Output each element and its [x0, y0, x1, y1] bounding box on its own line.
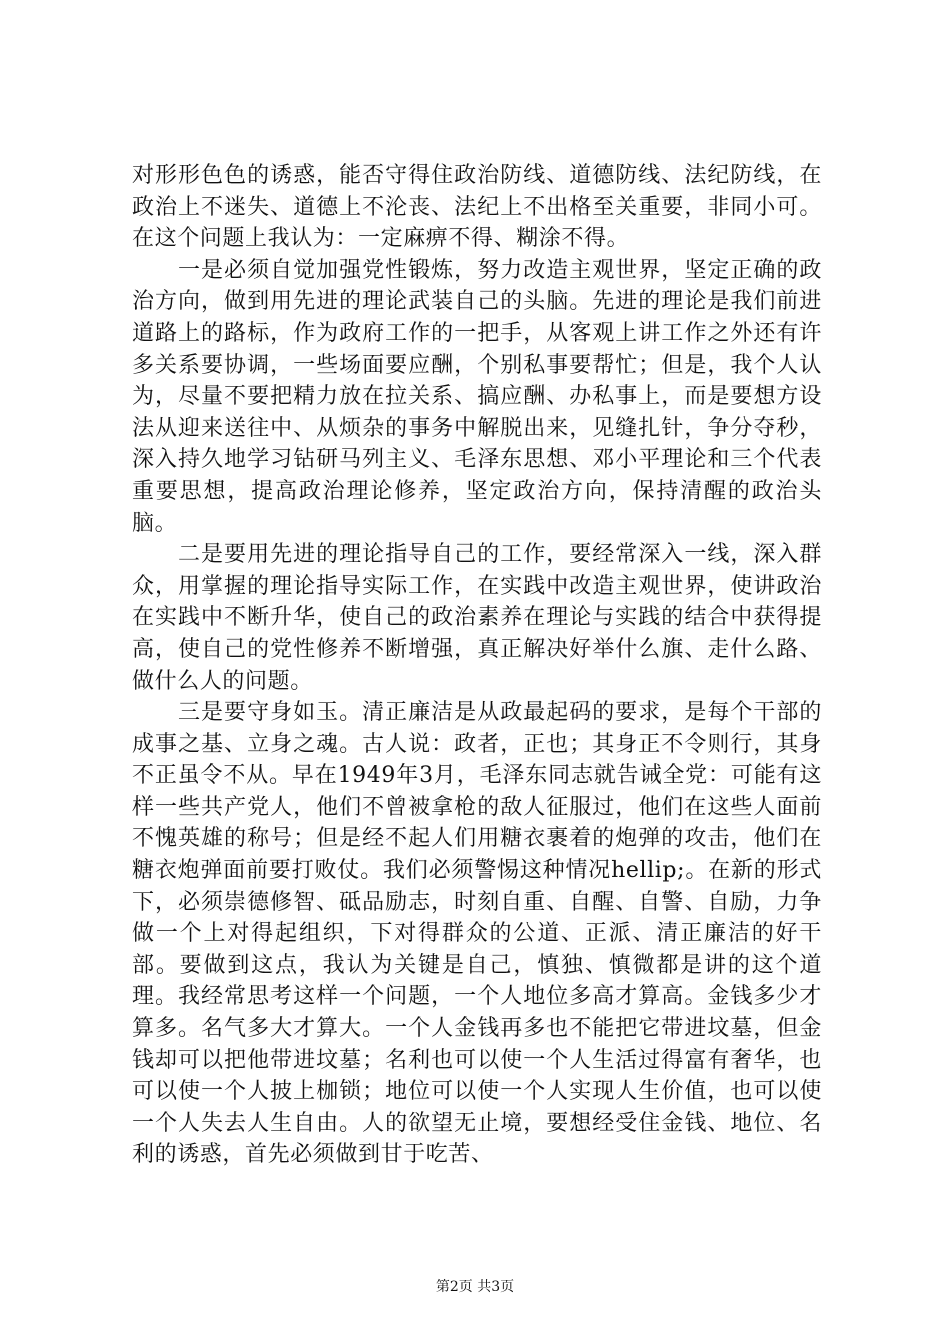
paragraph-continuation: 对形形色色的诱惑，能否守得住政治防线、道德防线、法纪防线，在政治上不迷失、道德上不沦丧、法纪上不出格至关重要，非同小可。在这个问题上我认为：一定麻痹不得、糊涂不得。 [132, 163, 822, 252]
page-footer [0, 1277, 950, 1297]
paragraph-point-three: 三是要守身如玉。清正廉洁是从政最起码的要求，是每个干部的成事之基、立身之魂。古人说：政者，正也；其身正不令则行，其身不正虽令不从。早在1949年3月，毛泽东同志就告诫全党：可能有这样一些共产党人，他们不曾被拿枪的敌人征服过，他们在这些人面前不愧英雄的称号；但是经不起人们用糖衣裹着的炮弹的攻击，他们在糖衣炮弹面前要打败仗。我们必须警惕这种情况hellip;。在新的形式下，必须崇德修智、砥品励志，时刻自重、自醒、自警、自励，力争做一个上对得起组织，下对得群众的公道、正派、清正廉洁的好干部。要做到这点，我认为关键是自己，慎独、慎微都是讲的这个道理。我经常思考这样一个问题，一个人地位多高才算高。金钱多少才算多。名气多大才算大。一个人金钱再多也不能把它带进坟墓，但金钱却可以把他带进坟墓；名利也可以使一个人生活过得富有奢华，也可以使一个人披上枷锁；地位可以使一个人实现人生价值，也可以使一个人失去人生自由。人的欲望无止境，要想经受住金钱、地位、名利的诱惑，首先必须做到甘于吃苦、 [132, 700, 822, 1168]
paragraph-point-one: 一是必须自觉加强党性锻炼，努力改造主观世界，坚定正确的政治方向，做到用先进的理论武装自己的头脑。先进的理论是我们前进道路上的路标，作为政府工作的一把手，从客观上讲工作之外还有许多关系要协调，一些场面要应酬，个别私事要帮忙；但是，我个人认为，尽量不要把精力放在拉关系、搞应酬、办私事上，而是要想方设法从迎来送往中、从烦杂的事务中解脱出来，见缝扎针，争分夺秒，深入持久地学习钻研马列主义、毛泽东思想、邓小平理论和三个代表重要思想，提高政治理论修养，坚定政治方向，保持清醒的政治头脑。 [132, 257, 822, 536]
document-body [132, 160, 822, 1171]
page-number-label: 第2页 共3页 [435, 1279, 515, 1295]
paragraph-point-two: 二是要用先进的理论指导自己的工作，要经常深入一线，深入群众，用掌握的理论指导实际工作，在实践中改造主观世界，使讲政治在实践中不断升华，使自己的政治素养在理论与实践的结合中获得提高，使自己的党性修养不断增强，真正解决好举什么旗、走什么路、做什么人的问题。 [132, 542, 822, 694]
